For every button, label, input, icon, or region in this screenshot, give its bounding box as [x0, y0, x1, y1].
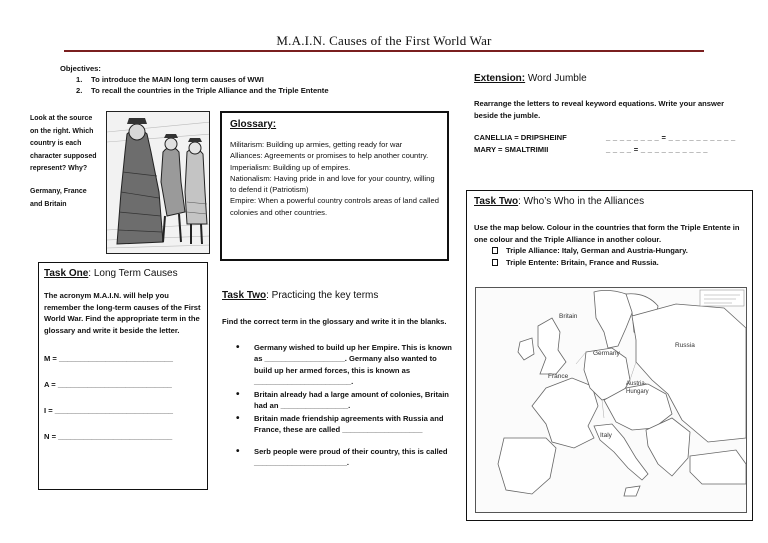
task-two-terms-list — [222, 342, 454, 469]
objectives-heading: Objectives: — [60, 64, 101, 73]
glossary-entry: Empire: When a powerful country controls areas of land called colonies and other countries. — [230, 196, 439, 217]
glossary-box — [220, 111, 449, 261]
task-two-alliances-description: Use the map below. Colour in the countries that form the Triple Entente in one colour and the Triple Alliance in another colour. — [474, 223, 740, 244]
checkbox-icon — [492, 259, 498, 266]
glossary-entry: Militarism: Building up armies, getting ready for war — [230, 140, 403, 149]
source-cartoon-image — [106, 111, 210, 254]
checkbox-icon — [492, 247, 498, 254]
objective-item: 1. To introduce the MAIN long term causes of WWI — [76, 75, 264, 84]
source-question-answer: Germany, France and Britain — [30, 187, 87, 208]
map-label-france: France — [548, 373, 569, 380]
task-two-terms-heading: Task Two: Practicing the key terms — [222, 290, 379, 301]
answer-line-a[interactable]: A = ___________________________ — [44, 380, 172, 389]
list-item: • Germany wished to build up her Empire. This is known as ___________________. Germany also wanted to build up her armed forces, this is known as _______________________. — [222, 342, 454, 388]
source-question-text: Look at the source on the right. Which country is each character supposed represent? Why? — [30, 115, 97, 173]
jumble-text: MARY = SMALTRIMII — [474, 145, 549, 154]
list-item: • Britain already had a large amount of colonies, Britain had an ________________. — [222, 389, 454, 412]
europe-outline-map[interactable] — [475, 287, 747, 513]
task-one-description: The acronym M.A.I.N. will help you remember the long-term causes of the First World War. Find the appropriate term in the glossary and write it beside the letter. — [44, 291, 201, 335]
list-item: • Britain made friendship agreements with Russia and France, these are called ___________________ — [222, 413, 454, 436]
glossary-entries — [230, 139, 439, 218]
jumble-answer-blank[interactable]: _ _ _ _ _ _ _ _ = _ _ _ _ _ _ _ _ _ _ — [606, 133, 736, 142]
map-label-britain: Britain — [559, 313, 578, 320]
glossary-entry: Alliances: Agreements or promises to help another country. — [230, 151, 429, 161]
extension-heading: Extension: Word Jumble — [474, 73, 587, 84]
objective-item: 2. To recall the countries in the Triple Alliance and the Triple Entente — [76, 86, 329, 95]
source-question — [30, 113, 98, 211]
map-label-germany: Germany — [593, 350, 620, 357]
task-one-box — [38, 262, 208, 490]
answer-line-n[interactable]: N = ___________________________ — [44, 432, 173, 441]
map-label-hungary: Hungary — [626, 389, 649, 395]
title-divider — [64, 50, 704, 52]
task-one-answer-lines — [44, 354, 202, 458]
extension-section — [474, 73, 744, 156]
map-drawing — [476, 288, 747, 513]
task-two-terms-section — [222, 290, 454, 470]
answer-line-i[interactable]: I = ____________________________ — [44, 406, 174, 415]
map-label-austria: Austria- — [626, 381, 647, 387]
page-title: M.A.I.N. Causes of the First World War — [276, 33, 492, 48]
map-label-russia: Russia — [675, 342, 695, 349]
task-two-terms-description: Find the correct term in the glossary and write it in the blanks. — [222, 317, 447, 326]
answer-line-m[interactable]: M = ___________________________ — [44, 354, 174, 363]
list-item: • Serb people were proud of their country, this is called ______________________. — [222, 446, 454, 469]
alliance-item: Triple Entente: Britain, France and Russia. — [474, 257, 745, 269]
task-one-heading: Task One: Long Term Causes — [44, 268, 178, 279]
jumble-text: CANELLIA = DRIPSHEINF — [474, 133, 567, 142]
map-label-italy: Italy — [600, 432, 612, 439]
jumble-answer-blank[interactable]: _ _ _ _ = _ _ _ _ _ _ _ _ _ _ — [606, 145, 708, 154]
task-two-alliances-heading: Task Two: Who’s Who in the Alliances — [474, 196, 645, 207]
alliance-item: Triple Alliance: Italy, German and Austria-Hungary. — [474, 245, 745, 257]
glossary-heading: Glossary: — [230, 119, 277, 130]
objectives-list — [76, 74, 329, 96]
glossary-entry: Imperialism: Building up of empires. — [230, 162, 351, 172]
jumble-row — [474, 132, 744, 144]
jumble-row — [474, 144, 744, 156]
cartoon-drawing — [107, 112, 210, 254]
extension-description: Rearrange the letters to reveal keyword equations. Write your answer beside the jumble. — [474, 99, 725, 120]
glossary-entry: Nationalism: Having pride in and love for your country, willing to defend it (Patriotism) — [230, 173, 435, 195]
